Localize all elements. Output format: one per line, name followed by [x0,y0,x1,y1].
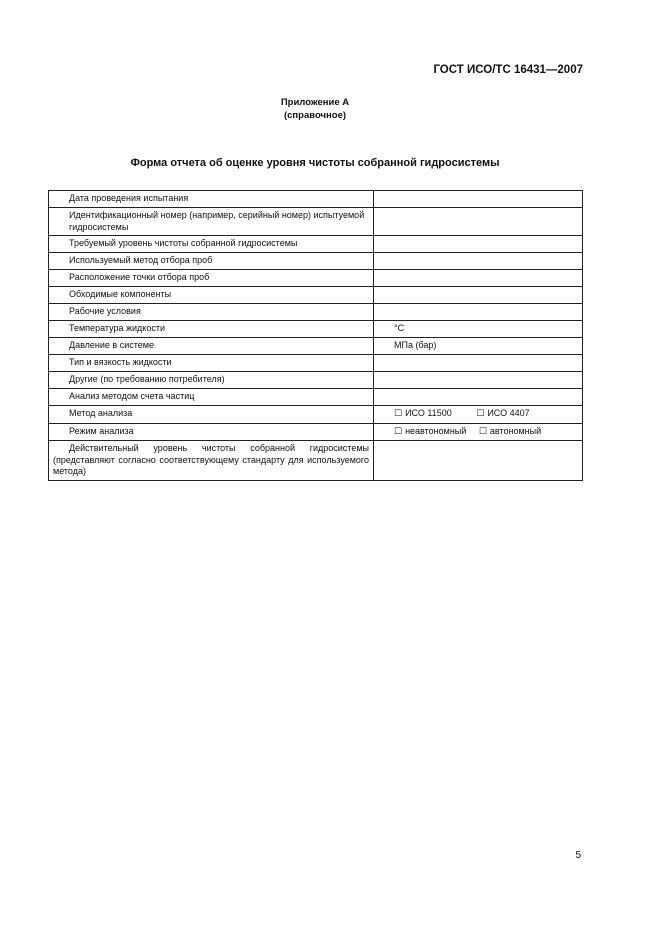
row-label: Тип и вязкость жидкости [49,355,374,372]
row-label: Режим анализа [49,423,374,441]
row-label: Другие (по требованию потребителя) [49,372,374,389]
value-cell [374,270,583,287]
value-cell [374,304,583,321]
table-row [49,304,583,321]
row-label: Расположение точки отбора проб [49,270,374,287]
table-row [49,321,583,338]
analysis-mode-options [374,423,583,441]
table-row [49,423,583,441]
value-cell [374,253,583,270]
row-label: Требуемый уровень чистоты собранной гидросистемы [49,236,374,253]
value-cell [374,441,583,481]
row-label: Температура жидкости [49,321,374,338]
table-row [49,406,583,424]
table-row [49,208,583,236]
option-iso-11500[interactable]: ☐ ИСО 11500 [394,408,452,419]
value-cell [374,287,583,304]
value-cell [374,372,583,389]
annex-title: Приложение А [280,97,350,108]
checkbox-icon[interactable]: ☐ [394,426,403,437]
value-cell [374,191,583,208]
value-cell [374,355,583,372]
analysis-method-options [374,406,583,424]
standard-designation: ГОСТ ИСО/ТС 16431—2007 [433,64,583,76]
row-label: Рабочие условия [49,304,374,321]
pressure-unit [374,338,583,355]
row-label: Используемый метод отбора проб [49,253,374,270]
checkbox-icon[interactable]: ☐ [394,409,403,419]
option-offline[interactable]: ☐ неавтономный [394,425,467,437]
table-row [49,253,583,270]
option-iso-4407[interactable]: ☐ ИСО 4407 [476,408,530,419]
annex-heading [0,96,630,122]
unit-celsius: °C [394,323,405,333]
row-label: Идентификационный номер (например, серийный номер) испытуемой гидросистемы [49,208,374,236]
table-row [49,236,583,253]
form-title: Форма отчета об оценке уровня чистоты собранной гидросистемы [130,157,500,169]
row-label: Анализ методом счета частиц [49,389,374,406]
table-row [49,191,583,208]
option-online[interactable]: ☐ автономный [478,425,542,437]
value-cell [374,236,583,253]
annex-type: (справочное) [283,110,347,121]
table-row [49,389,583,406]
table-row [49,355,583,372]
row-label: Обходимые компоненты [49,287,374,304]
row-label: Дата проведения испытания [49,191,374,208]
table-row [49,338,583,355]
table-row [49,372,583,389]
table-row [49,287,583,304]
checkbox-icon[interactable]: ☐ [476,409,485,419]
table-row [49,270,583,287]
checkbox-icon[interactable]: ☐ [478,426,487,437]
table-row [49,441,583,481]
report-form-table [48,190,583,481]
value-cell [374,389,583,406]
row-label: Действительный уровень чистоты собранной гидросистемы (представляют согласно соответствующему стандарту для используемого метода) [49,441,374,481]
row-label: Давление в системе [49,338,374,355]
temperature-unit [374,321,583,338]
unit-mpa: МПа (бар) [394,340,437,350]
value-cell [374,208,583,236]
page-number: 5 [575,850,581,861]
row-label: Метод анализа [49,406,374,424]
